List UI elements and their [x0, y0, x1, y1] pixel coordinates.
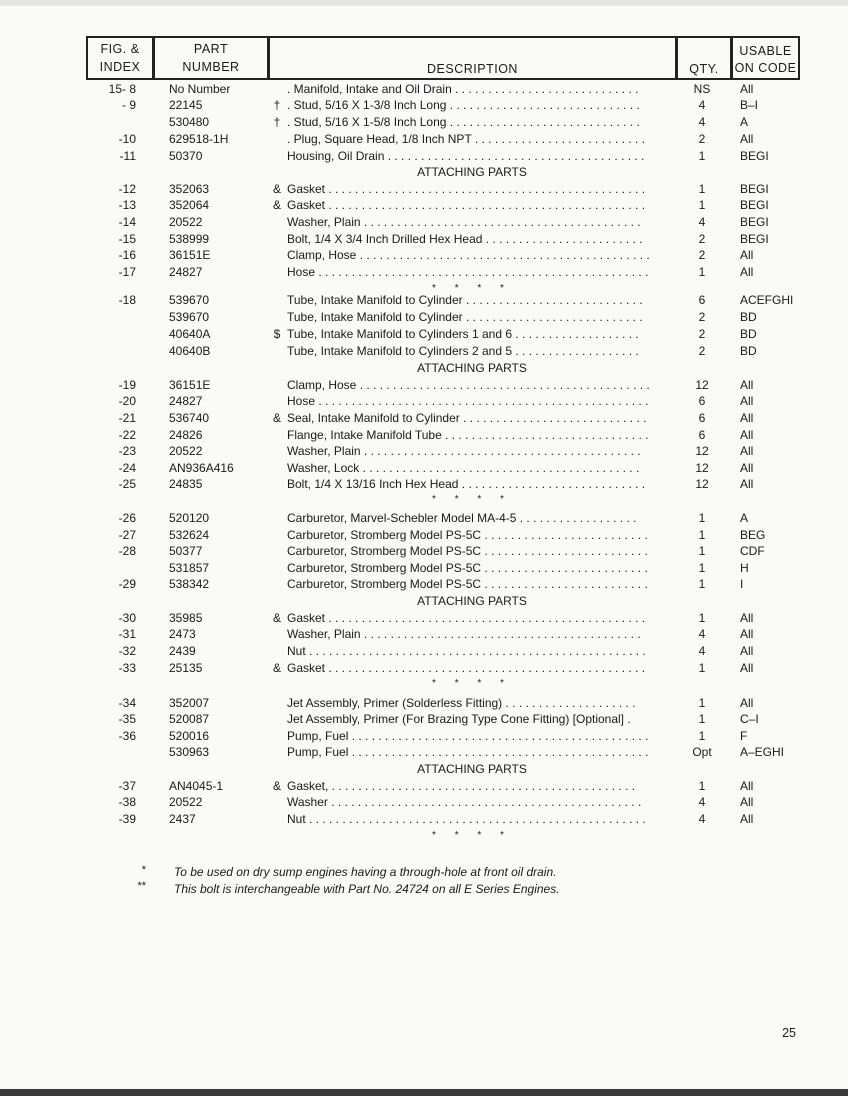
- description-cell: . Plug, Square Head, 1/8 Inch NPT . . . . . . . . . . . . . . . . . . . . . . . . . .: [287, 132, 645, 146]
- usable-code-cell: BD: [740, 327, 757, 341]
- footnote-1-mark: *: [141, 864, 146, 876]
- part-number-cell: 24835: [169, 477, 203, 491]
- fig-index-cell: -11: [119, 149, 136, 163]
- description-cell: Washer . . . . . . . . . . . . . . . . . . . . . . . . . . . . . . . . . . . . . . . . . . . . . . .: [287, 795, 642, 809]
- usable-code-cell: All: [740, 411, 754, 425]
- part-number-cell: 520120: [169, 511, 210, 525]
- fig-index-cell: -39: [118, 812, 136, 826]
- table-row: [0, 626, 848, 642]
- usable-code-cell: A–EGHI: [740, 745, 785, 759]
- part-number-cell: 539670: [169, 310, 210, 324]
- table-row: [0, 510, 848, 526]
- usable-code-cell: All: [740, 611, 754, 625]
- usable-code-cell: All: [740, 132, 754, 146]
- description-cell: Washer, Plain . . . . . . . . . . . . . . . . . . . . . . . . . . . . . . . . . . . . . . . . . .: [287, 444, 641, 458]
- fig-index-cell: -23: [118, 444, 136, 458]
- usable-code-cell: All: [740, 627, 754, 641]
- table-row: [0, 778, 848, 794]
- stars-label: * * * *: [432, 283, 512, 294]
- qty-cell: 1: [698, 511, 706, 525]
- part-number-cell: AN936A416: [169, 461, 234, 475]
- description-cell: Pump, Fuel . . . . . . . . . . . . . . . . . . . . . . . . . . . . . . . . . . . . . . . . . . . . .: [287, 745, 649, 759]
- usable-code-cell: BD: [740, 344, 757, 358]
- table-row: [0, 97, 848, 113]
- table-row: [0, 794, 848, 810]
- qty-cell: 6: [698, 428, 706, 442]
- marker-cell: †: [273, 98, 281, 112]
- part-number-cell: 539670: [169, 293, 210, 307]
- fig-index-cell: -21: [118, 411, 136, 425]
- part-number-cell: 536740: [169, 411, 210, 425]
- table-row: [0, 410, 848, 426]
- qty-cell: 2: [698, 344, 706, 358]
- qty-cell: 4: [698, 644, 706, 658]
- table-row: [0, 393, 848, 409]
- fig-index-cell: -38: [118, 795, 136, 809]
- marker-cell: &: [272, 411, 281, 425]
- table-row: [0, 231, 848, 247]
- table-row: [0, 576, 848, 592]
- description-cell: Tube, Intake Manifold to Cylinders 1 and 6 . . . . . . . . . . . . . . . . . . .: [287, 327, 639, 341]
- fig-index-cell: -20: [118, 394, 136, 408]
- table-row: [0, 148, 848, 164]
- usable-code-cell: All: [740, 812, 754, 826]
- qty-cell: 1: [698, 561, 706, 575]
- usable-code-cell: ACEFGHI: [740, 293, 794, 307]
- fig-index-cell: -13: [118, 198, 136, 212]
- part-number-cell: 532624: [169, 528, 210, 542]
- table-row: [0, 292, 848, 308]
- separator-stars: [0, 676, 848, 692]
- fig-index-cell: -26: [118, 511, 136, 525]
- usable-code-cell: BEGI: [740, 232, 769, 246]
- usable-code-cell: All: [740, 477, 754, 491]
- part-number-cell: 531857: [169, 561, 210, 575]
- attaching-parts-label: ATTACHING PARTS: [417, 361, 527, 375]
- part-number-cell: 20522: [169, 795, 203, 809]
- description-cell: Carburetor, Stromberg Model PS-5C . . . . . . . . . . . . . . . . . . . . . . . . .: [287, 528, 648, 542]
- part-number-cell: 24826: [169, 428, 203, 442]
- usable-code-cell: C–I: [740, 712, 759, 726]
- qty-cell: 4: [698, 795, 706, 809]
- qty-cell: 4: [698, 115, 706, 129]
- part-number-cell: 50370: [169, 149, 203, 163]
- description-cell: Gasket . . . . . . . . . . . . . . . . . . . . . . . . . . . . . . . . . . . . . . . . . . . . . . . .: [287, 661, 646, 675]
- marker-cell: &: [272, 611, 281, 625]
- part-number-cell: 25135: [169, 661, 203, 675]
- description-cell: Washer, Plain . . . . . . . . . . . . . . . . . . . . . . . . . . . . . . . . . . . . . . . . . .: [287, 627, 641, 641]
- part-number-cell: 2473: [169, 627, 196, 641]
- stars-label: * * * *: [432, 830, 512, 841]
- table-row: [0, 711, 848, 727]
- table-row: [0, 728, 848, 744]
- part-number-cell: AN4045-1: [169, 779, 224, 793]
- description-cell: Tube, Intake Manifold to Cylinders 2 and 5 . . . . . . . . . . . . . . . . . . .: [287, 344, 639, 358]
- description-cell: Carburetor, Marvel-Schebler Model MA-4-5 . . . . . . . . . . . . . . . . . .: [287, 511, 637, 525]
- qty-cell: Opt: [692, 745, 712, 759]
- table-row: [0, 527, 848, 543]
- fig-index-cell: -25: [118, 477, 136, 491]
- usable-code-cell: B–I: [740, 98, 759, 112]
- header-fig-line1: FIG. &: [100, 42, 140, 56]
- description-cell: Carburetor, Stromberg Model PS-5C . . . . . . . . . . . . . . . . . . . . . . . . .: [287, 577, 648, 591]
- table-row: [0, 131, 848, 147]
- usable-code-cell: All: [740, 428, 754, 442]
- usable-code-cell: All: [740, 779, 754, 793]
- part-number-cell: 22145: [169, 98, 203, 112]
- description-cell: . Stud, 5/16 X 1-5/8 Inch Long . . . . . . . . . . . . . . . . . . . . . . . . . . . . .: [287, 115, 640, 129]
- usable-code-cell: All: [740, 248, 754, 262]
- table-row: [0, 197, 848, 213]
- table-row: [0, 476, 848, 492]
- usable-code-cell: F: [740, 729, 748, 743]
- qty-cell: NS: [693, 82, 711, 96]
- table-row: [0, 309, 848, 325]
- part-number-cell: 352064: [169, 198, 210, 212]
- qty-cell: 1: [698, 611, 706, 625]
- usable-code-cell: All: [740, 82, 754, 96]
- description-cell: Washer, Lock . . . . . . . . . . . . . . . . . . . . . . . . . . . . . . . . . . . . . . . . . .: [287, 461, 640, 475]
- attaching-parts-heading: [0, 164, 848, 180]
- table-row: [0, 264, 848, 280]
- qty-cell: 2: [698, 132, 706, 146]
- fig-index-cell: -30: [118, 611, 136, 625]
- separator-stars: [0, 492, 848, 508]
- qty-cell: 1: [698, 577, 706, 591]
- usable-code-cell: BEGI: [740, 149, 769, 163]
- fig-index-cell: -32: [118, 644, 136, 658]
- fig-index-cell: -15: [118, 232, 136, 246]
- header-part-line2: NUMBER: [182, 60, 240, 74]
- part-number-cell: No Number: [169, 82, 231, 96]
- part-number-cell: 24827: [169, 265, 203, 279]
- header-fig-line2: INDEX: [99, 60, 141, 74]
- attaching-parts-label: ATTACHING PARTS: [417, 594, 527, 608]
- qty-cell: 1: [698, 528, 706, 542]
- description-cell: Nut . . . . . . . . . . . . . . . . . . . . . . . . . . . . . . . . . . . . . . . . . . . . . . . . . . .: [287, 644, 646, 658]
- table-row: [0, 543, 848, 559]
- usable-code-cell: All: [740, 444, 754, 458]
- part-number-cell: 2437: [169, 812, 196, 826]
- fig-index-cell: -19: [118, 378, 136, 392]
- qty-cell: 1: [698, 544, 706, 558]
- qty-cell: 1: [698, 712, 706, 726]
- table-row: [0, 443, 848, 459]
- fig-index-cell: -17: [118, 265, 136, 279]
- qty-cell: 1: [698, 696, 706, 710]
- description-cell: Gasket, . . . . . . . . . . . . . . . . . . . . . . . . . . . . . . . . . . . . . . . . . . . . . .: [287, 779, 636, 793]
- marker-cell: $: [273, 327, 281, 341]
- footnote-2-mark: **: [137, 880, 146, 892]
- qty-cell: 12: [695, 444, 709, 458]
- description-cell: Hose . . . . . . . . . . . . . . . . . . . . . . . . . . . . . . . . . . . . . . . . . . . . . . . . . .: [287, 265, 649, 279]
- description-cell: Bolt, 1/4 X 13/16 Inch Hex Head . . . . . . . . . . . . . . . . . . . . . . . . . . . .: [287, 477, 646, 491]
- qty-cell: 6: [698, 293, 706, 307]
- attaching-parts-label: ATTACHING PARTS: [417, 165, 527, 179]
- fig-index-cell: -18: [118, 293, 136, 307]
- usable-code-cell: All: [740, 696, 754, 710]
- qty-cell: 12: [695, 461, 709, 475]
- description-cell: Carburetor, Stromberg Model PS-5C . . . . . . . . . . . . . . . . . . . . . . . . .: [287, 561, 648, 575]
- qty-cell: 1: [698, 265, 706, 279]
- qty-cell: 1: [698, 149, 706, 163]
- description-cell: . Manifold, Intake and Oil Drain . . . . . . . . . . . . . . . . . . . . . . . . . . . .: [287, 82, 639, 96]
- usable-code-cell: BD: [740, 310, 757, 324]
- fig-index-cell: -36: [118, 729, 136, 743]
- qty-cell: 6: [698, 411, 706, 425]
- part-number-cell: 20522: [169, 215, 203, 229]
- fig-index-cell: -34: [118, 696, 136, 710]
- usable-code-cell: H: [740, 561, 749, 575]
- description-cell: Clamp, Hose . . . . . . . . . . . . . . . . . . . . . . . . . . . . . . . . . . . . . . . . . . . .: [287, 248, 650, 262]
- part-number-cell: 40640B: [169, 344, 211, 358]
- footnote-2-text: This bolt is interchangeable with Part No. 24724 on all E Series Engines.: [174, 882, 560, 896]
- qty-cell: 1: [698, 661, 706, 675]
- qty-cell: 1: [698, 729, 706, 743]
- table-row: [0, 181, 848, 197]
- usable-code-cell: A: [740, 511, 749, 525]
- attaching-parts-heading: [0, 360, 848, 376]
- usable-code-cell: All: [740, 265, 754, 279]
- qty-cell: 6: [698, 394, 706, 408]
- description-cell: Tube, Intake Manifold to Cylinder . . . . . . . . . . . . . . . . . . . . . . . . . . .: [287, 310, 643, 324]
- usable-code-cell: BEGI: [740, 215, 769, 229]
- stars-label: * * * *: [432, 678, 512, 689]
- header-code-line2: ON CODE: [734, 61, 797, 75]
- qty-cell: 4: [698, 215, 706, 229]
- usable-code-cell: CDF: [740, 544, 765, 558]
- marker-cell: †: [273, 115, 281, 129]
- fig-index-cell: -37: [118, 779, 136, 793]
- fig-index-cell: -27: [118, 528, 136, 542]
- part-number-cell: 35985: [169, 611, 203, 625]
- table-row: [0, 377, 848, 393]
- fig-index-cell: -16: [118, 248, 136, 262]
- usable-code-cell: All: [740, 644, 754, 658]
- qty-cell: 4: [698, 98, 706, 112]
- part-number-cell: 352063: [169, 182, 210, 196]
- description-cell: Gasket . . . . . . . . . . . . . . . . . . . . . . . . . . . . . . . . . . . . . . . . . . . . . . . .: [287, 182, 646, 196]
- part-number-cell: 40640A: [169, 327, 211, 341]
- usable-code-cell: All: [740, 461, 754, 475]
- description-cell: Tube, Intake Manifold to Cylinder . . . . . . . . . . . . . . . . . . . . . . . . . . .: [287, 293, 643, 307]
- table-row: [0, 744, 848, 760]
- description-cell: Nut . . . . . . . . . . . . . . . . . . . . . . . . . . . . . . . . . . . . . . . . . . . . . . . . . . .: [287, 812, 646, 826]
- table-row: [0, 114, 848, 130]
- table-row: [0, 247, 848, 263]
- attaching-parts-label: ATTACHING PARTS: [417, 762, 527, 776]
- fig-index-cell: -28: [118, 544, 136, 558]
- qty-cell: 2: [698, 248, 706, 262]
- header-qty-label: QTY.: [689, 62, 719, 76]
- stars-label: * * * *: [432, 494, 512, 505]
- marker-cell: &: [272, 661, 281, 675]
- table-row: [0, 214, 848, 230]
- qty-cell: 2: [698, 310, 706, 324]
- attaching-parts-heading: [0, 593, 848, 609]
- fig-index-cell: - 9: [121, 98, 136, 112]
- qty-cell: 2: [698, 232, 706, 246]
- fig-index-cell: -14: [118, 215, 136, 229]
- part-number-cell: 538999: [169, 232, 210, 246]
- description-cell: Gasket . . . . . . . . . . . . . . . . . . . . . . . . . . . . . . . . . . . . . . . . . . . . . . . .: [287, 198, 646, 212]
- usable-code-cell: All: [740, 394, 754, 408]
- header-description-label: DESCRIPTION: [427, 62, 518, 76]
- table-row: [0, 610, 848, 626]
- table-row: [0, 811, 848, 827]
- description-cell: Housing, Oil Drain . . . . . . . . . . . . . . . . . . . . . . . . . . . . . . . . . . . . . . .: [287, 149, 645, 163]
- qty-cell: 4: [698, 627, 706, 641]
- fig-index-cell: -12: [118, 182, 136, 196]
- header-part-line1: PART: [193, 42, 229, 56]
- description-cell: . Stud, 5/16 X 1-3/8 Inch Long . . . . . . . . . . . . . . . . . . . . . . . . . . . . .: [287, 98, 640, 112]
- fig-index-cell: -24: [118, 461, 136, 475]
- usable-code-cell: I: [740, 577, 744, 591]
- marker-cell: &: [272, 779, 281, 793]
- part-number-cell: 20522: [169, 444, 203, 458]
- description-cell: Hose . . . . . . . . . . . . . . . . . . . . . . . . . . . . . . . . . . . . . . . . . . . . . . . . . .: [287, 394, 649, 408]
- qty-cell: 12: [695, 477, 709, 491]
- description-cell: Carburetor, Stromberg Model PS-5C . . . . . . . . . . . . . . . . . . . . . . . . .: [287, 544, 648, 558]
- qty-cell: 12: [695, 378, 709, 392]
- fig-index-cell: -33: [118, 661, 136, 675]
- page-bottom-edge: [0, 1089, 848, 1096]
- table-row: [0, 660, 848, 676]
- description-cell: Bolt, 1/4 X 3/4 Inch Drilled Hex Head . . . . . . . . . . . . . . . . . . . . . . . .: [287, 232, 643, 246]
- qty-cell: 4: [698, 812, 706, 826]
- table-row: [0, 326, 848, 342]
- marker-cell: &: [272, 182, 281, 196]
- part-number-cell: 36151E: [169, 248, 211, 262]
- usable-code-cell: BEGI: [740, 182, 769, 196]
- part-number-cell: 24827: [169, 394, 203, 408]
- part-number-cell: 538342: [169, 577, 210, 591]
- part-number-cell: 352007: [169, 696, 210, 710]
- footnote-1-text: To be used on dry sump engines having a through-hole at front oil drain.: [174, 865, 557, 879]
- table-row: [0, 343, 848, 359]
- table-row: [0, 460, 848, 476]
- description-cell: Gasket . . . . . . . . . . . . . . . . . . . . . . . . . . . . . . . . . . . . . . . . . . . . . . . .: [287, 611, 646, 625]
- page-number: 25: [782, 1026, 796, 1040]
- table-row: [0, 560, 848, 576]
- table-row: [0, 695, 848, 711]
- description-cell: Pump, Fuel . . . . . . . . . . . . . . . . . . . . . . . . . . . . . . . . . . . . . . . . . . . . .: [287, 729, 649, 743]
- usable-code-cell: All: [740, 661, 754, 675]
- fig-index-cell: -22: [118, 428, 136, 442]
- fig-index-cell: -10: [118, 132, 136, 146]
- table-row: [0, 427, 848, 443]
- qty-cell: 1: [698, 779, 706, 793]
- part-number-cell: 629518-1H: [169, 132, 229, 146]
- qty-cell: 2: [698, 327, 706, 341]
- fig-index-cell: -29: [118, 577, 136, 591]
- attaching-parts-heading: [0, 761, 848, 777]
- description-cell: Clamp, Hose . . . . . . . . . . . . . . . . . . . . . . . . . . . . . . . . . . . . . . . . . . . .: [287, 378, 650, 392]
- description-cell: Seal, Intake Manifold to Cylinder . . . . . . . . . . . . . . . . . . . . . . . . . . . .: [287, 411, 647, 425]
- qty-cell: 1: [698, 198, 706, 212]
- part-number-cell: 520016: [169, 729, 210, 743]
- fig-index-cell: 15- 8: [108, 82, 136, 96]
- usable-code-cell: All: [740, 795, 754, 809]
- part-number-cell: 530480: [169, 115, 210, 129]
- qty-cell: 1: [698, 182, 706, 196]
- marker-cell: &: [272, 198, 281, 212]
- separator-stars: [0, 828, 848, 844]
- part-number-cell: 36151E: [169, 378, 211, 392]
- description-cell: Jet Assembly, Primer (Solderless Fitting) . . . . . . . . . . . . . . . . . . . .: [287, 696, 636, 710]
- part-number-cell: 530963: [169, 745, 210, 759]
- part-number-cell: 50377: [169, 544, 203, 558]
- fig-index-cell: -35: [118, 712, 136, 726]
- usable-code-cell: BEGI: [740, 198, 769, 212]
- usable-code-cell: BEG: [740, 528, 766, 542]
- usable-code-cell: A: [740, 115, 749, 129]
- header-code-line1: USABLE: [739, 44, 792, 58]
- table-row: [0, 81, 848, 97]
- description-cell: Washer, Plain . . . . . . . . . . . . . . . . . . . . . . . . . . . . . . . . . . . . . . . . . .: [287, 215, 641, 229]
- table-row: [0, 643, 848, 659]
- description-cell: Flange, Intake Manifold Tube . . . . . . . . . . . . . . . . . . . . . . . . . . . . . . .: [287, 428, 649, 442]
- fig-index-cell: -31: [118, 627, 136, 641]
- usable-code-cell: All: [740, 378, 754, 392]
- part-number-cell: 2439: [169, 644, 196, 658]
- part-number-cell: 520087: [169, 712, 210, 726]
- description-cell: Jet Assembly, Primer (For Brazing Type Cone Fitting) [Optional] .: [287, 712, 631, 726]
